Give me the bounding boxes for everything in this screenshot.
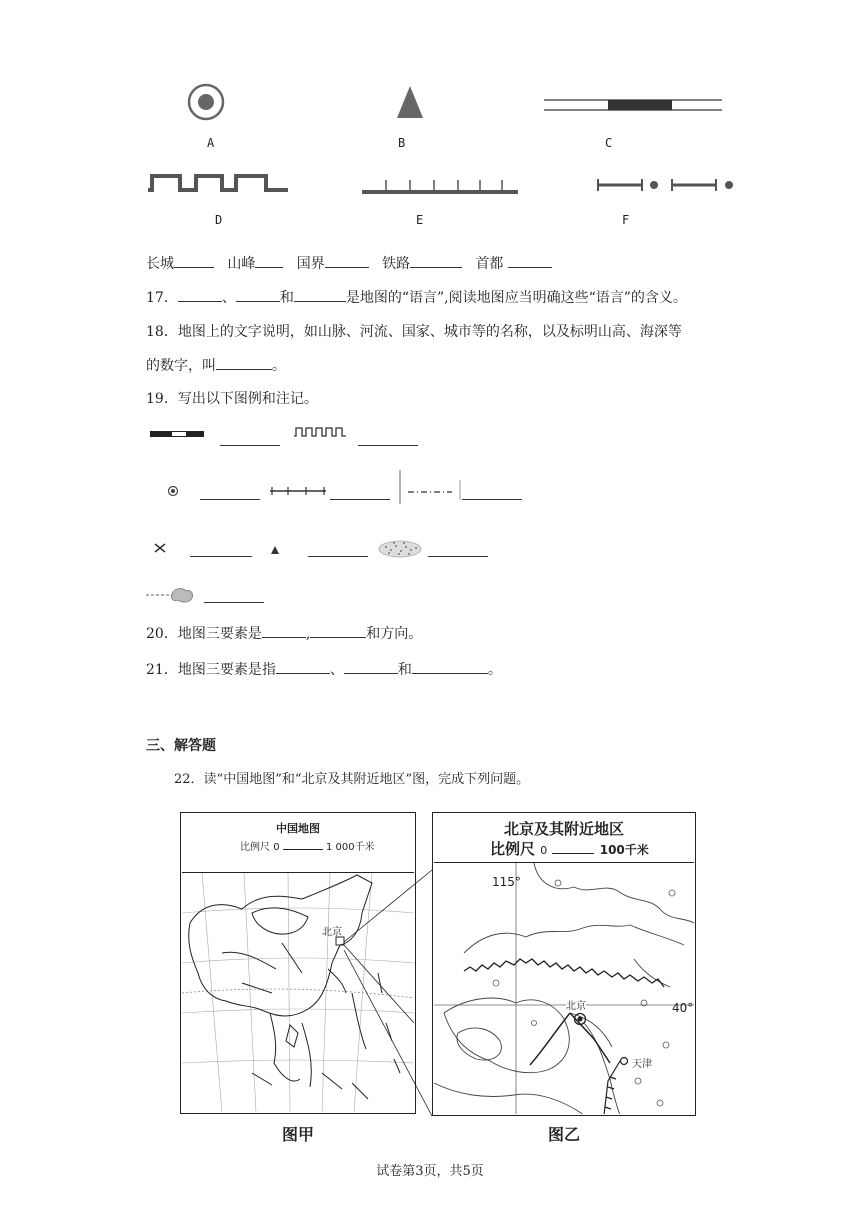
symbol-label-f: F: [622, 213, 630, 227]
map-b-latitude: 40°: [672, 1001, 694, 1015]
q19-text: 写出以下图例和注记。: [177, 391, 318, 407]
peak-label: 山峰: [227, 256, 256, 272]
map-b-longitude: 115°: [492, 875, 521, 889]
q17-and: 和: [279, 290, 294, 306]
q21-sep: 、: [329, 662, 344, 678]
capital-label: 首都: [475, 256, 504, 272]
map-a-scale-start: 0: [273, 842, 280, 853]
symbol-label-d: D: [215, 213, 223, 227]
q18-line2: 的数字，叫: [146, 358, 216, 374]
q20-post: 和方向。: [366, 626, 423, 642]
q18-end: 。: [272, 358, 286, 374]
q17-sep: 、: [221, 290, 236, 306]
q21-and: 和: [397, 662, 412, 678]
map-a-title: 中国地图: [276, 822, 320, 835]
page-footer: 试卷第3页，共5页: [376, 1164, 484, 1179]
map-b-city-beijing: 北京: [566, 997, 586, 1012]
map-b-scale-label: 比例尺: [490, 840, 536, 858]
q20-comma: ,: [305, 626, 311, 642]
q18-line1: 地图上的文字说明，如山脉、河流、国家、城市等的名称，以及标明山高、海深等: [177, 324, 682, 340]
q21-end: 。: [487, 662, 502, 678]
q17-text: 是地图的“语言”,阅读地图应当明确这些“语言”的含义。: [345, 290, 687, 306]
map-a-scale-label: 比例尺: [240, 842, 270, 853]
railway-label: 铁路: [382, 256, 411, 272]
q19-number: 19．: [146, 391, 178, 407]
section-title: 三、解答题: [146, 738, 216, 754]
map-a-scale-end: 1 000千米: [325, 842, 375, 853]
border-label: 国界: [296, 256, 325, 272]
q18-number: 18．: [146, 324, 178, 340]
q21-pre: 地图三要素是指: [177, 662, 276, 678]
q20-pre: 地图三要素是: [177, 626, 262, 642]
beijing-map: [434, 863, 694, 1114]
symbol-label-e: E: [416, 213, 424, 227]
symbol-label-c: C: [605, 136, 613, 150]
map-b-caption: 图乙: [547, 1125, 580, 1144]
map-b-title: 北京及其附近地区: [503, 820, 624, 838]
question-22: 22．读“中国地图”和“北京及其附近地区”图，完成下列问题。: [174, 772, 530, 787]
great-wall-label: 长城: [146, 256, 174, 272]
symbol-label-b: B: [398, 136, 406, 150]
map-b-scale: [490, 838, 649, 859]
map-a-caption: 图甲: [281, 1125, 314, 1144]
map-b-plot: [434, 862, 694, 1114]
map-b-city-tianjin: 天津: [632, 1055, 652, 1070]
q21-number: 21．: [146, 662, 178, 678]
q17-number: 17．: [146, 290, 178, 306]
map-b-scale-end: 100千米: [599, 843, 649, 857]
map-a-city-label: 北京: [322, 927, 342, 938]
map-b-scale-start: 0: [540, 844, 548, 857]
symbol-label-a: A: [207, 136, 215, 150]
q20-number: 20．: [146, 626, 178, 642]
